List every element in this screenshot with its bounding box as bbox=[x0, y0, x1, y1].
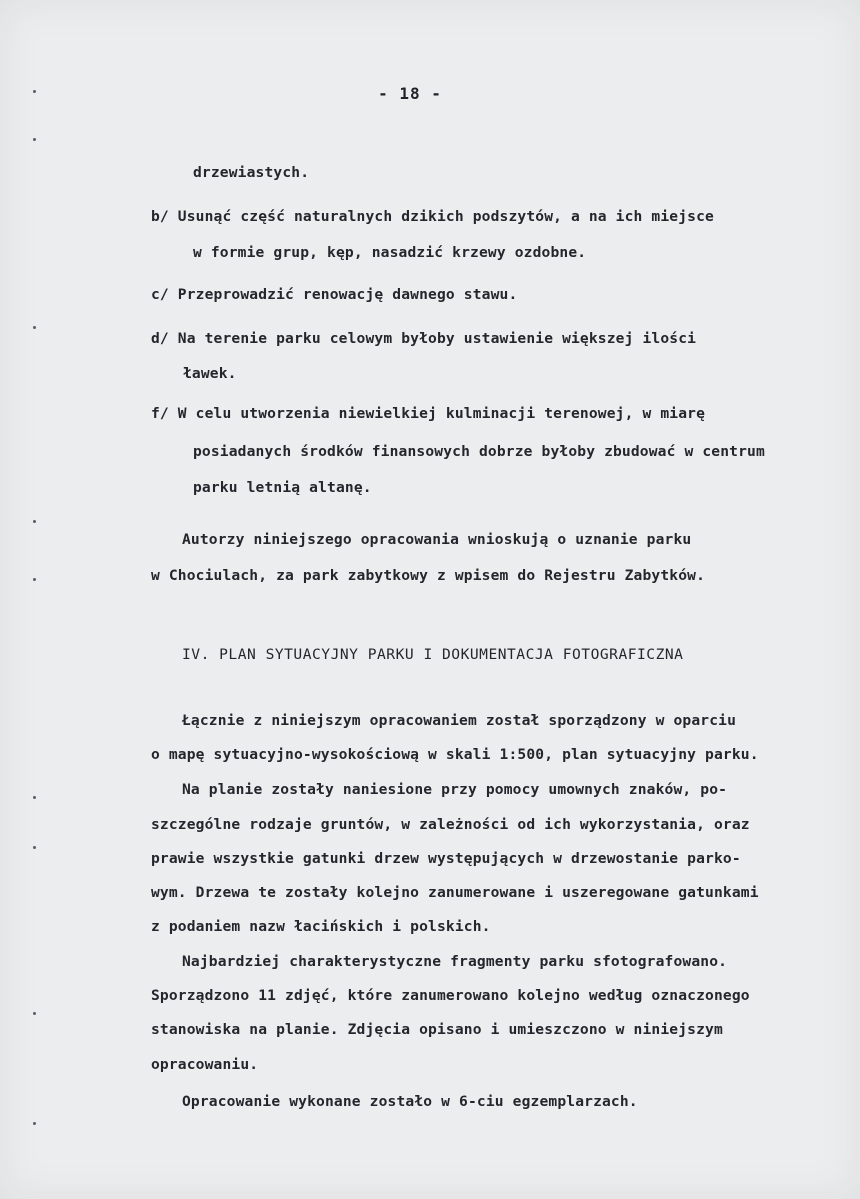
scan-mark bbox=[33, 578, 36, 581]
paragraph-line: Autorzy niniejszego opracowania wnioskują o uznanie parku bbox=[182, 531, 692, 548]
scan-mark bbox=[33, 1012, 36, 1015]
paragraph-line: z podaniem nazw łacińskich i polskich. bbox=[151, 918, 491, 935]
paragraph-line: w Chociulach, za park zabytkowy z wpisem do Rejestru Zabytków. bbox=[151, 567, 706, 584]
paragraph-line: Sporządzono 11 zdjęć, które zanumerowano kolejno według oznaczonego bbox=[151, 987, 750, 1004]
list-item-c-line: c/ Przeprowadzić renowację dawnego stawu. bbox=[151, 286, 518, 303]
paragraph-line: Na planie zostały naniesione przy pomocy umownych znaków, po- bbox=[182, 781, 728, 798]
list-item-f-line: posiadanych środków finansowych dobrze byłoby zbudować w centrum bbox=[193, 443, 765, 460]
paragraph-line: Opracowanie wykonane zostało w 6-ciu egzemplarzach. bbox=[182, 1093, 638, 1110]
paragraph-line: prawie wszystkie gatunki drzew występujących w drzewostanie parko- bbox=[151, 850, 741, 867]
scan-mark bbox=[33, 1122, 36, 1125]
list-item-b-line: w formie grup, kęp, nasadzić krzewy ozdobne. bbox=[193, 244, 587, 261]
section-heading: IV. PLAN SYTUACYJNY PARKU I DOKUMENTACJA FOTOGRAFICZNA bbox=[182, 646, 684, 663]
list-item-f-line: parku letnią altanę. bbox=[193, 479, 372, 496]
paragraph-line: Najbardziej charakterystyczne fragmenty parku sfotografowano. bbox=[182, 953, 728, 970]
paragraph-line: wym. Drzewa te zostały kolejno zanumerowane i uszeregowane gatunkami bbox=[151, 884, 759, 901]
paragraph-line: opracowaniu. bbox=[151, 1056, 259, 1073]
scan-mark bbox=[33, 326, 36, 329]
scan-mark bbox=[33, 846, 36, 849]
page-number: - 18 - bbox=[378, 84, 442, 103]
paragraph-line: stanowiska na planie. Zdjęcia opisano i umieszczono w niniejszym bbox=[151, 1021, 723, 1038]
scan-mark bbox=[33, 520, 36, 523]
text-line: drzewiastych. bbox=[193, 164, 310, 181]
list-item-d-line: ławek. bbox=[183, 365, 237, 382]
paragraph-line: szczególne rodzaje gruntów, w zależności od ich wykorzystania, oraz bbox=[151, 816, 750, 833]
list-item-f-line: f/ W celu utworzenia niewielkiej kulminacji terenowej, w miarę bbox=[151, 405, 706, 422]
paragraph-line: o mapę sytuacyjno-wysokościową w skali 1:500, plan sytuacyjny parku. bbox=[151, 746, 759, 763]
scan-mark bbox=[33, 796, 36, 799]
list-item-d-line: d/ Na terenie parku celowym byłoby ustawienie większej ilości bbox=[151, 330, 697, 347]
scan-mark bbox=[33, 138, 36, 141]
list-item-b-line: b/ Usunąć część naturalnych dzikich podszytów, a na ich miejsce bbox=[151, 208, 714, 225]
paragraph-line: Łącznie z niniejszym opracowaniem został sporządzony w oparciu bbox=[182, 712, 737, 729]
